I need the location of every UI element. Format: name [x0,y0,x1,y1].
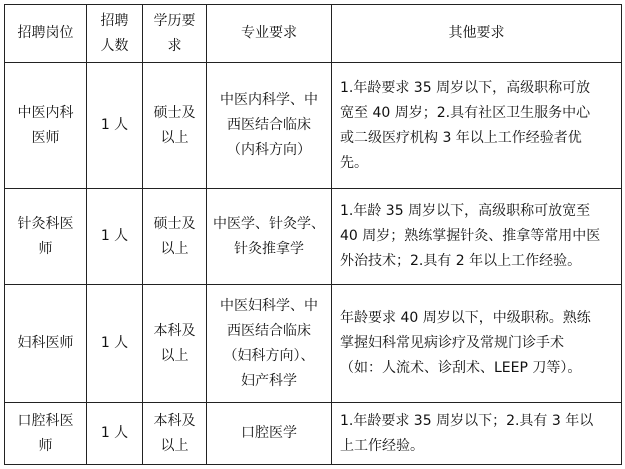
cell-position: 口腔科医 师 [5,403,87,465]
header-count: 招聘 人数 [87,5,143,63]
header-row [5,5,622,63]
cell-other: 年龄要求 40 周岁以下，中级职称。熟练 掌握妇科常见病诊疗及常规门诊手术 （如：人流术、诊刮术、LEEP 刀等）。 [332,285,622,403]
table-row [5,63,622,189]
cell-education: 本科及 以上 [143,403,207,465]
cell-position: 针灸科医 师 [5,189,87,285]
cell-education: 硕士及 以上 [143,189,207,285]
header-position: 招聘岗位 [5,5,87,63]
cell-major: 中医学、针灸学、 针灸推拿学 [207,189,332,285]
cell-position: 中医内科 医师 [5,63,87,189]
table-row [5,189,622,285]
cell-count: 1 人 [87,189,143,285]
cell-other: 1.年龄 35 周岁以下，高级职称可放宽至 40 周岁；熟练掌握针灸、推拿等常用中医 外治技术；2.具有 2 年以上工作经验。 [332,189,622,285]
cell-position: 妇科医师 [5,285,87,403]
cell-count: 1 人 [87,63,143,189]
cell-count: 1 人 [87,403,143,465]
header-education: 学历要 求 [143,5,207,63]
cell-major: 中医妇科学、中 西医结合临床 （妇科方向）、 妇产科学 [207,285,332,403]
header-major: 专业要求 [207,5,332,63]
header-other: 其他要求 [332,5,622,63]
cell-major: 中医内科学、中 西医结合临床 （内科方向） [207,63,332,189]
cell-major: 口腔医学 [207,403,332,465]
recruitment-table-wrapper [4,4,622,465]
cell-count: 1 人 [87,285,143,403]
recruitment-table [4,4,622,465]
cell-other: 1.年龄要求 35 周岁以下；2.具有 3 年以 上工作经验。 [332,403,622,465]
cell-other: 1.年龄要求 35 周岁以下，高级职称可放 宽至 40 周岁；2.具有社区卫生服务中心 或二级医疗机构 3 年以上工作经验者优 先。 [332,63,622,189]
table-row [5,285,622,403]
cell-education: 本科及 以上 [143,285,207,403]
cell-education: 硕士及 以上 [143,63,207,189]
table-row [5,403,622,465]
